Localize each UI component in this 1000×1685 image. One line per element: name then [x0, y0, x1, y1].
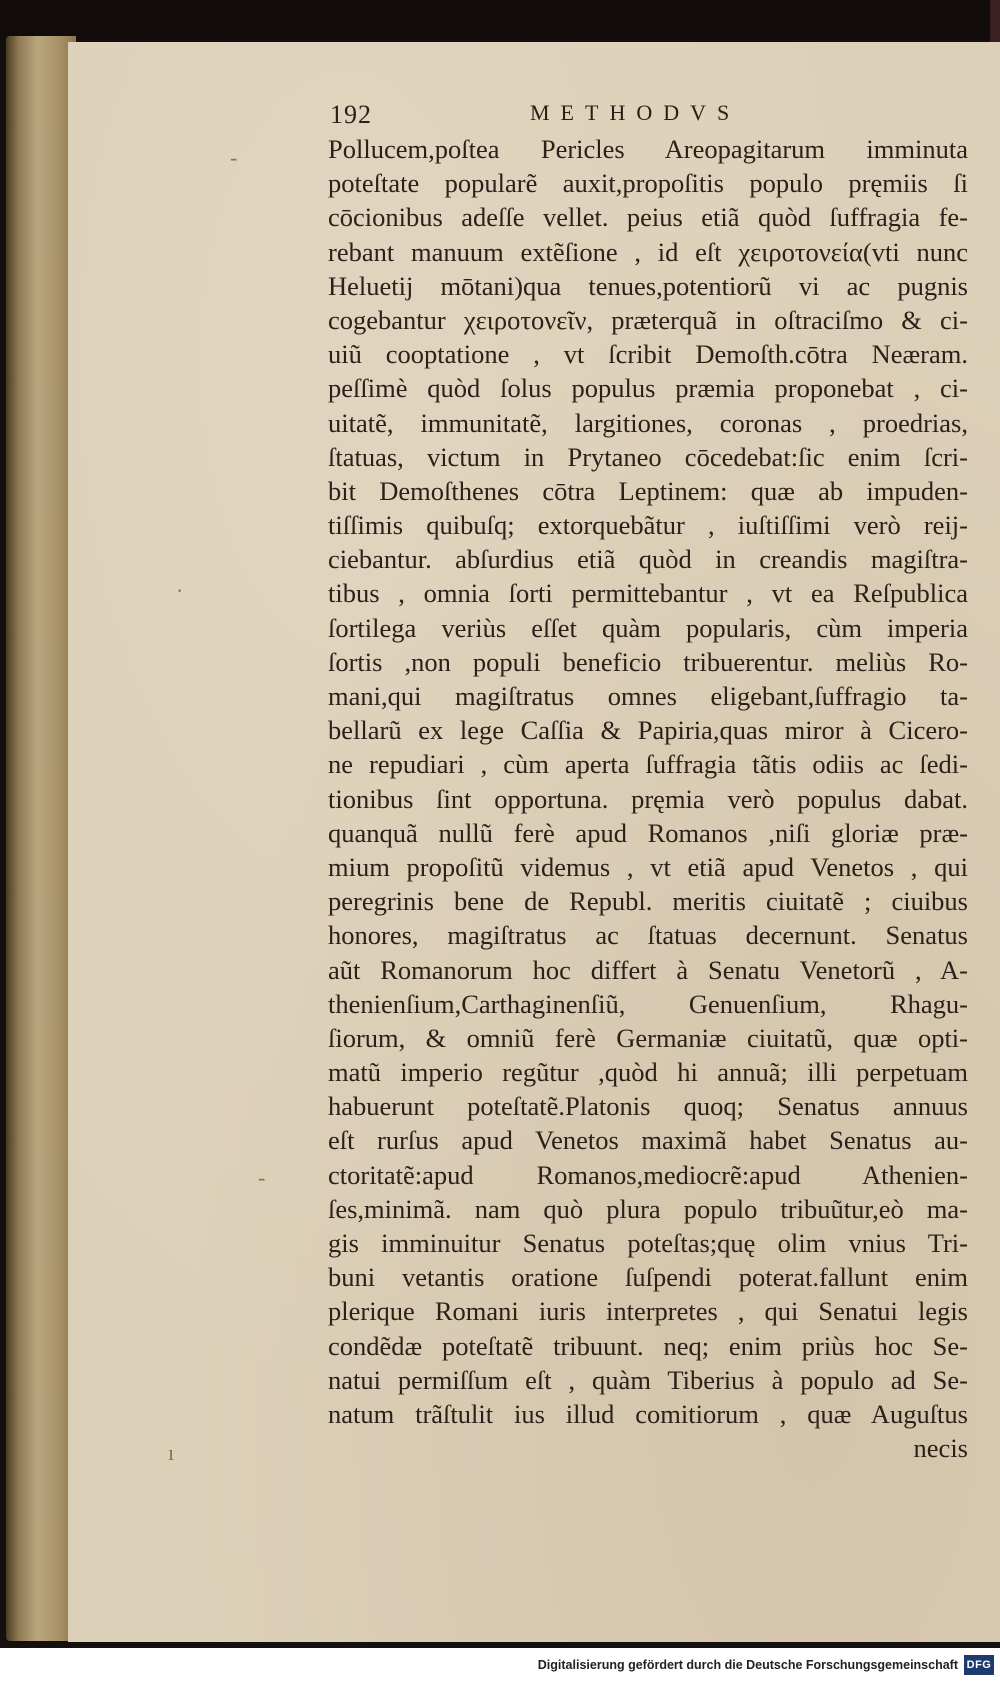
running-title: METHODVS — [530, 100, 741, 125]
text-line: thenienſium,Carthaginenſiũ, Genuenſium, Rhagu- — [328, 988, 968, 1019]
text-line: ſtatuas, victum in Prytaneo cōcedebat:ſic enim ſcri- — [328, 441, 968, 472]
text-line: quanquã nullũ ferè apud Romanos ,niſi gloriæ præ- — [328, 817, 968, 848]
text-line: ſortilega veriùs eſſet quàm popularis, cùm imperia — [328, 612, 968, 643]
text-line: condẽdæ poteſtatẽ tribuunt. neq; enim priùs hoc Se- — [328, 1330, 968, 1361]
text-line: necis — [913, 1433, 968, 1464]
scan-background-top — [0, 0, 1000, 40]
footer-bar — [0, 1648, 1000, 1685]
book-page-edges — [6, 36, 76, 1641]
text-line: matũ imperio regũtur ,quòd hi annuã; illi perpetuam — [328, 1057, 968, 1088]
margin-mark: ‑ — [258, 1165, 266, 1190]
text-line: tionibus ſint opportuna. pręmia verò populus dabat. — [328, 783, 968, 814]
margin-mark: ‑ — [230, 145, 238, 170]
text-line: poteſtate popularẽ auxit,propoſitis populo pręmiis ſi — [328, 168, 968, 199]
text-line: mium propoſitũ videmus , vt etiã apud Venetos , qui — [328, 851, 968, 882]
text-line: ſortis ,non populi beneficio tribuerentur. meliùs Ro- — [328, 646, 968, 677]
text-line: Heluetij mōtani)qua tenues,potentiorũ vi ac pugnis — [328, 270, 968, 301]
text-line: natum trãſtulit ius illud comitiorum , quæ Auguſtus — [328, 1398, 968, 1429]
text-line: ſes,minimã. nam quò plura populo tribuũtur,eò ma- — [328, 1193, 968, 1224]
text-line: bellarũ ex lege Caſſia & Papiria,quas miror à Cicero- — [328, 715, 968, 746]
text-line: honores, magiſtratus ac ſtatuas decernunt. Senatus — [328, 920, 968, 951]
text-line: ne repudiari , cùm aperta ſuffragia tãtis odiis ac ſedi- — [328, 749, 968, 780]
text-line: gis imminuitur Senatus poteſtas;quę olim vnius Tri- — [328, 1228, 968, 1258]
text-line: cogebantur χειροτονεῖν, præterquã in oſtraciſmo & ci- — [328, 304, 968, 335]
running-head — [330, 100, 800, 134]
text-line: uiũ cooptatione , vt ſcribit Demoſth.cōtra Neæram. — [328, 339, 968, 370]
text-line: peregrinis bene de Republ. meritis ciuitatẽ ; ciuibus — [328, 886, 968, 917]
text-line: peſſimè quòd ſolus populus præmia proponebat , ci- — [328, 373, 968, 404]
body-text — [328, 132, 968, 1465]
text-line: uitatẽ, immunitatẽ, largitiones, coronas , proedrias, — [328, 407, 968, 438]
text-line: bit Demoſthenes cōtra Leptinem: quæ ab impuden- — [328, 475, 968, 506]
text-line: habuerunt poteſtatẽ.Platonis quoq; Senatus annuus — [328, 1091, 968, 1122]
text-line: aũt Romanorum hoc differt à Senatu Venetorũ , A- — [328, 954, 968, 985]
text-line: mani,qui magiſtratus omnes eligebant,ſuffragio ta- — [328, 681, 968, 711]
text-line: tibus , omnia ſorti permittebantur , vt ea Reſpublica — [328, 578, 968, 609]
margin-mark: · — [176, 578, 184, 603]
text-line: buni vetantis oratione ſuſpendi poterat.fallunt enim — [328, 1262, 968, 1293]
text-line: eſt rurſus apud Venetos maximã habet Senatus au- — [328, 1125, 968, 1156]
text-line: rebant manuum extẽſione , id eſt χειροτονεία(vti nunc — [328, 236, 968, 267]
text-line: natui permiſſum eſt , quàm Tiberius à populo ad Se- — [328, 1364, 968, 1395]
text-line: plerique Romani iuris interpretes , qui Senatui legis — [328, 1296, 968, 1327]
dfg-logo: DFG — [964, 1655, 994, 1675]
text-line: tiſſimis quibuſq; extorquebãtur , iuſtiſſimi verò reij- — [328, 510, 968, 541]
page-number: 192 — [330, 100, 372, 129]
text-line: ciebantur. abſurdius etiã quòd in creandis magiſtra- — [328, 544, 968, 575]
text-line: cōcionibus adeſſe vellet. peius etiã quòd ſuffragia fe- — [328, 202, 968, 233]
text-line: ctoritatẽ:apud Romanos,mediocrẽ:apud Athenien- — [328, 1159, 968, 1190]
funding-credit: Digitalisierung gefördert durch die Deutsche Forschungsgemeinschaft — [537, 1658, 958, 1672]
margin-mark: ı — [168, 1440, 175, 1465]
text-line: Pollucem,poſtea Pericles Areopagitarum imminuta — [328, 134, 968, 164]
text-line: ſiorum, & omniũ ferè Germaniæ ciuitatũ, quæ opti- — [328, 1022, 968, 1053]
